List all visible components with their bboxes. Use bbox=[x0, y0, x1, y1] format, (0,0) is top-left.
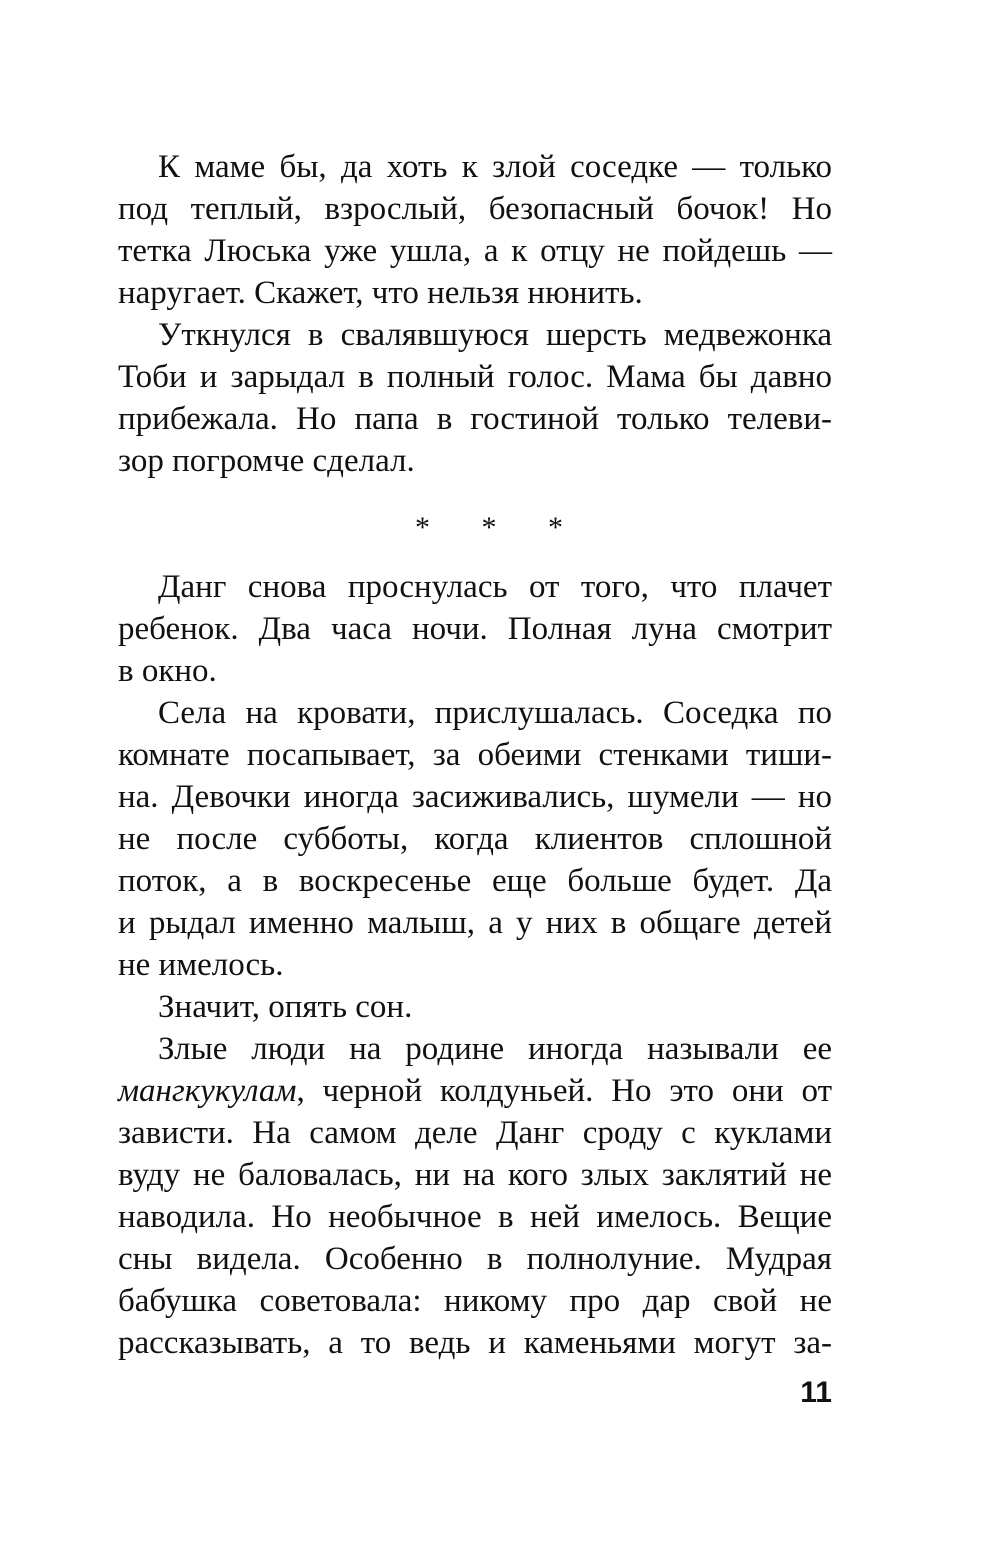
text-line: К маме бы, да хоть к злой соседке — только bbox=[158, 149, 832, 185]
text-line-rest: , черной колдуньей. Но это они от bbox=[296, 1073, 832, 1109]
text-line: наругает. Скажет, что нельзя нюнить. bbox=[118, 275, 643, 311]
text-line: прибежала. Но папа в гостиной только телеви- bbox=[118, 401, 832, 437]
text-line: ребенок. Два часа ночи. Полная луна смотрит bbox=[118, 611, 832, 647]
text-line: не после субботы, когда клиентов сплошной bbox=[118, 821, 832, 857]
text-line: тетка Люська уже ушла, а к отцу не пойдешь — bbox=[118, 233, 832, 269]
text-line: и рыдал именно малыш, а у них в общаге детей bbox=[118, 905, 832, 941]
text-line: зависти. На самом деле Данг сроду с куклами bbox=[118, 1115, 832, 1151]
text-line: зор погромче сделал. bbox=[118, 443, 415, 479]
text-line: рассказывать, а то ведь и каменьями могут за- bbox=[118, 1325, 832, 1361]
italic-term: мангкукулам bbox=[118, 1073, 297, 1109]
text-line: не имелось. bbox=[118, 947, 284, 983]
text-line: Данг снова проснулась от того, что плачет bbox=[158, 569, 832, 605]
text-line: комнате посапывает, за обеими стенками тиши- bbox=[118, 737, 832, 773]
text-line: Злые люди на родине иногда называли ее bbox=[158, 1031, 832, 1067]
section-separator: * * * bbox=[415, 511, 585, 544]
text-line: поток, а в воскресенье еще больше будет. Да bbox=[118, 863, 832, 899]
text-line: на. Девочки иногда засиживались, шумели — но bbox=[118, 779, 832, 815]
text-line: вуду не баловалась, ни на кого злых заклятий не bbox=[118, 1157, 832, 1193]
text-line: Села на кровати, прислушалась. Соседка по bbox=[158, 695, 832, 731]
text-line: наводила. Но необычное в ней имелось. Вещие bbox=[118, 1199, 832, 1235]
text-line: сны видела. Особенно в полнолуние. Мудрая bbox=[118, 1241, 832, 1277]
text-line: Тоби и зарыдал в полный голос. Мама бы давно bbox=[118, 359, 832, 395]
text-block-1 bbox=[118, 146, 832, 482]
text-line-with-italic bbox=[118, 1070, 832, 1112]
page-number: 11 bbox=[800, 1376, 832, 1409]
text-line: в окно. bbox=[118, 653, 217, 689]
text-line: бабушка советовала: никому про дар свой не bbox=[118, 1283, 832, 1319]
text-line: Значит, опять сон. bbox=[158, 989, 413, 1025]
text-block-2 bbox=[118, 566, 832, 1364]
text-line: Уткнулся в свалявшуюся шерсть медвежонка bbox=[158, 317, 832, 353]
text-line: под теплый, взрослый, безопасный бочок! Но bbox=[118, 191, 832, 227]
